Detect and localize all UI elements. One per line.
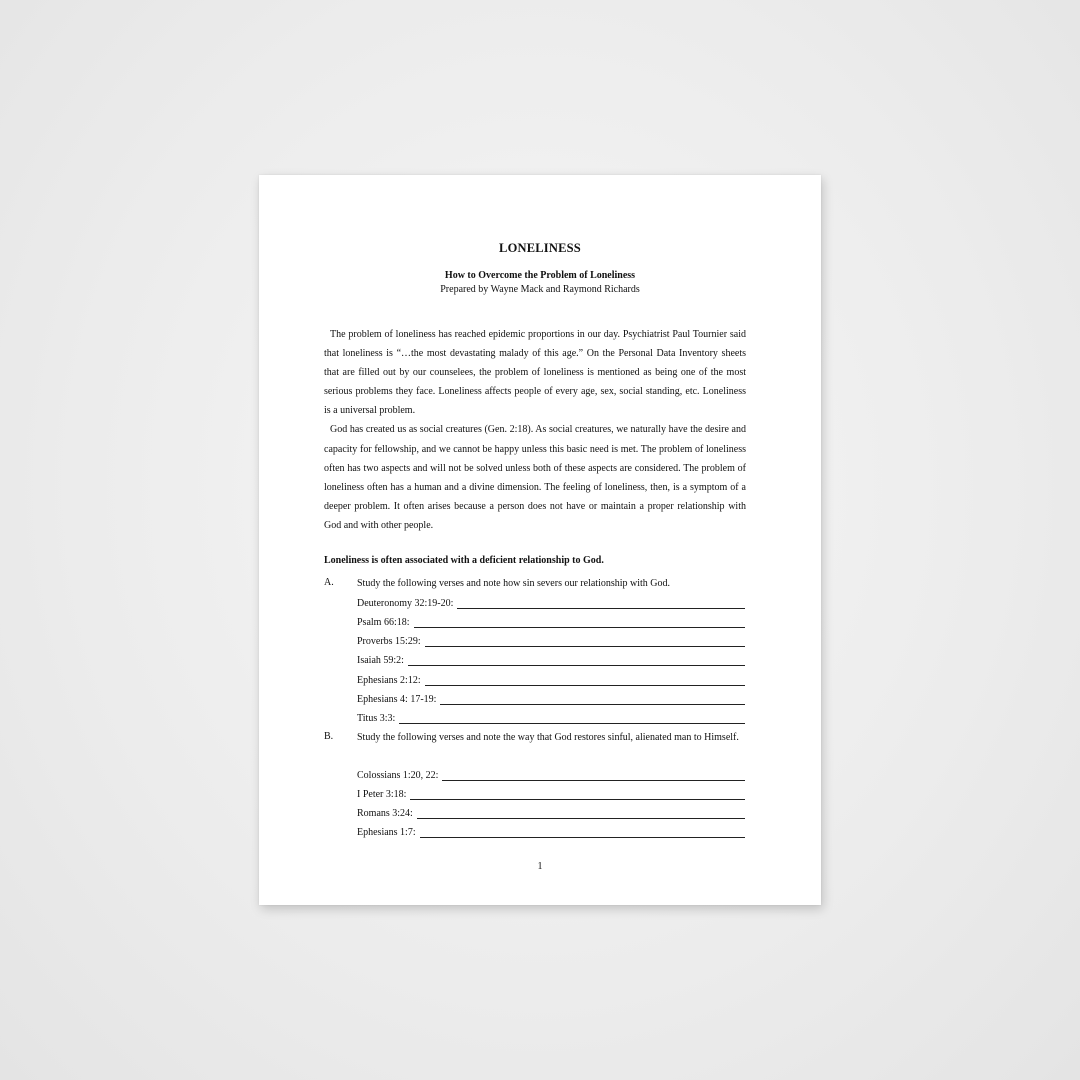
answer-line[interactable] — [414, 616, 745, 628]
verse-fill-line[interactable] — [357, 824, 745, 838]
verse-fill-line[interactable] — [357, 595, 745, 609]
intro-body — [324, 325, 746, 535]
verse-reference: Colossians 1:20, 22: — [357, 770, 439, 781]
verse-fill-line[interactable] — [357, 614, 745, 628]
document-page — [259, 175, 821, 905]
answer-line[interactable] — [425, 635, 745, 647]
document-subtitle: How to Overcome the Problem of Loneliness — [444, 270, 636, 281]
verse-fill-line[interactable] — [357, 767, 745, 781]
verse-reference: Titus 3:3: — [357, 713, 396, 724]
page-number: 1 — [537, 861, 543, 872]
verse-reference: I Peter 3:18: — [357, 789, 407, 800]
answer-line[interactable] — [420, 826, 745, 838]
answer-line[interactable] — [408, 654, 745, 666]
answer-line[interactable] — [425, 674, 745, 686]
verse-reference: Deuteronomy 32:19-20: — [357, 598, 454, 609]
intro-paragraph-1: The problem of loneliness has reached epidemic proportions in our day. Psychiatrist Paul Tournier said that loneliness is “…the most devastating malady of this age.” On the Personal Data Inventory sheets that are filled out by our counselees, the problem of loneliness is mentioned as being one of the most serious problems they face. Loneliness affects people of every age, sex, social standing, etc. Loneliness is a universal problem. — [324, 329, 746, 417]
verse-fill-line[interactable] — [357, 805, 745, 819]
document-title: LONELINESS — [499, 241, 581, 255]
verse-reference: Ephesians 2:12: — [357, 675, 421, 686]
verse-fill-line[interactable] — [357, 786, 745, 800]
answer-line[interactable] — [457, 597, 745, 609]
item-b-instruction: Study the following verses and note the way that God restores sinful, alienated man to Himself. — [357, 732, 739, 743]
item-a-marker: A. — [324, 577, 334, 588]
verse-reference: Romans 3:24: — [357, 808, 413, 819]
document-authors: Prepared by Wayne Mack and Raymond Richards — [440, 284, 640, 295]
verse-reference: Ephesians 1:7: — [357, 827, 416, 838]
verse-fill-line[interactable] — [357, 633, 745, 647]
item-a-instruction: Study the following verses and note how sin severs our relationship with God. — [357, 578, 671, 589]
verse-fill-line[interactable] — [357, 672, 745, 686]
verse-reference: Psalm 66:18: — [357, 617, 410, 628]
section-heading: Loneliness is often associated with a deficient relationship to God. — [324, 555, 604, 566]
intro-paragraph-2: God has created us as social creatures (Gen. 2:18). As social creatures, we naturally have the desire and capacity for fellowship, and we cannot be happy unless this basic need is met. The problem of loneliness often has two aspects and will not be solved unless both of these aspects are considered. The problem of loneliness often has a human and a divine dimension. The feeling of loneliness, then, is a symptom of a deeper problem. It often arises because a person does not have or maintain a proper relationship with God and with other people. — [324, 424, 746, 531]
verse-fill-line[interactable] — [357, 652, 745, 666]
verse-reference: Ephesians 4: 17-19: — [357, 694, 437, 705]
verse-fill-line[interactable] — [357, 691, 745, 705]
verse-reference: Proverbs 15:29: — [357, 636, 421, 647]
item-b-marker: B. — [324, 731, 334, 742]
answer-line[interactable] — [417, 807, 745, 819]
answer-line[interactable] — [442, 769, 745, 781]
verse-fill-line[interactable] — [357, 710, 745, 724]
verse-reference: Isaiah 59:2: — [357, 655, 404, 666]
answer-line[interactable] — [440, 693, 745, 705]
answer-line[interactable] — [399, 712, 745, 724]
answer-line[interactable] — [410, 788, 745, 800]
